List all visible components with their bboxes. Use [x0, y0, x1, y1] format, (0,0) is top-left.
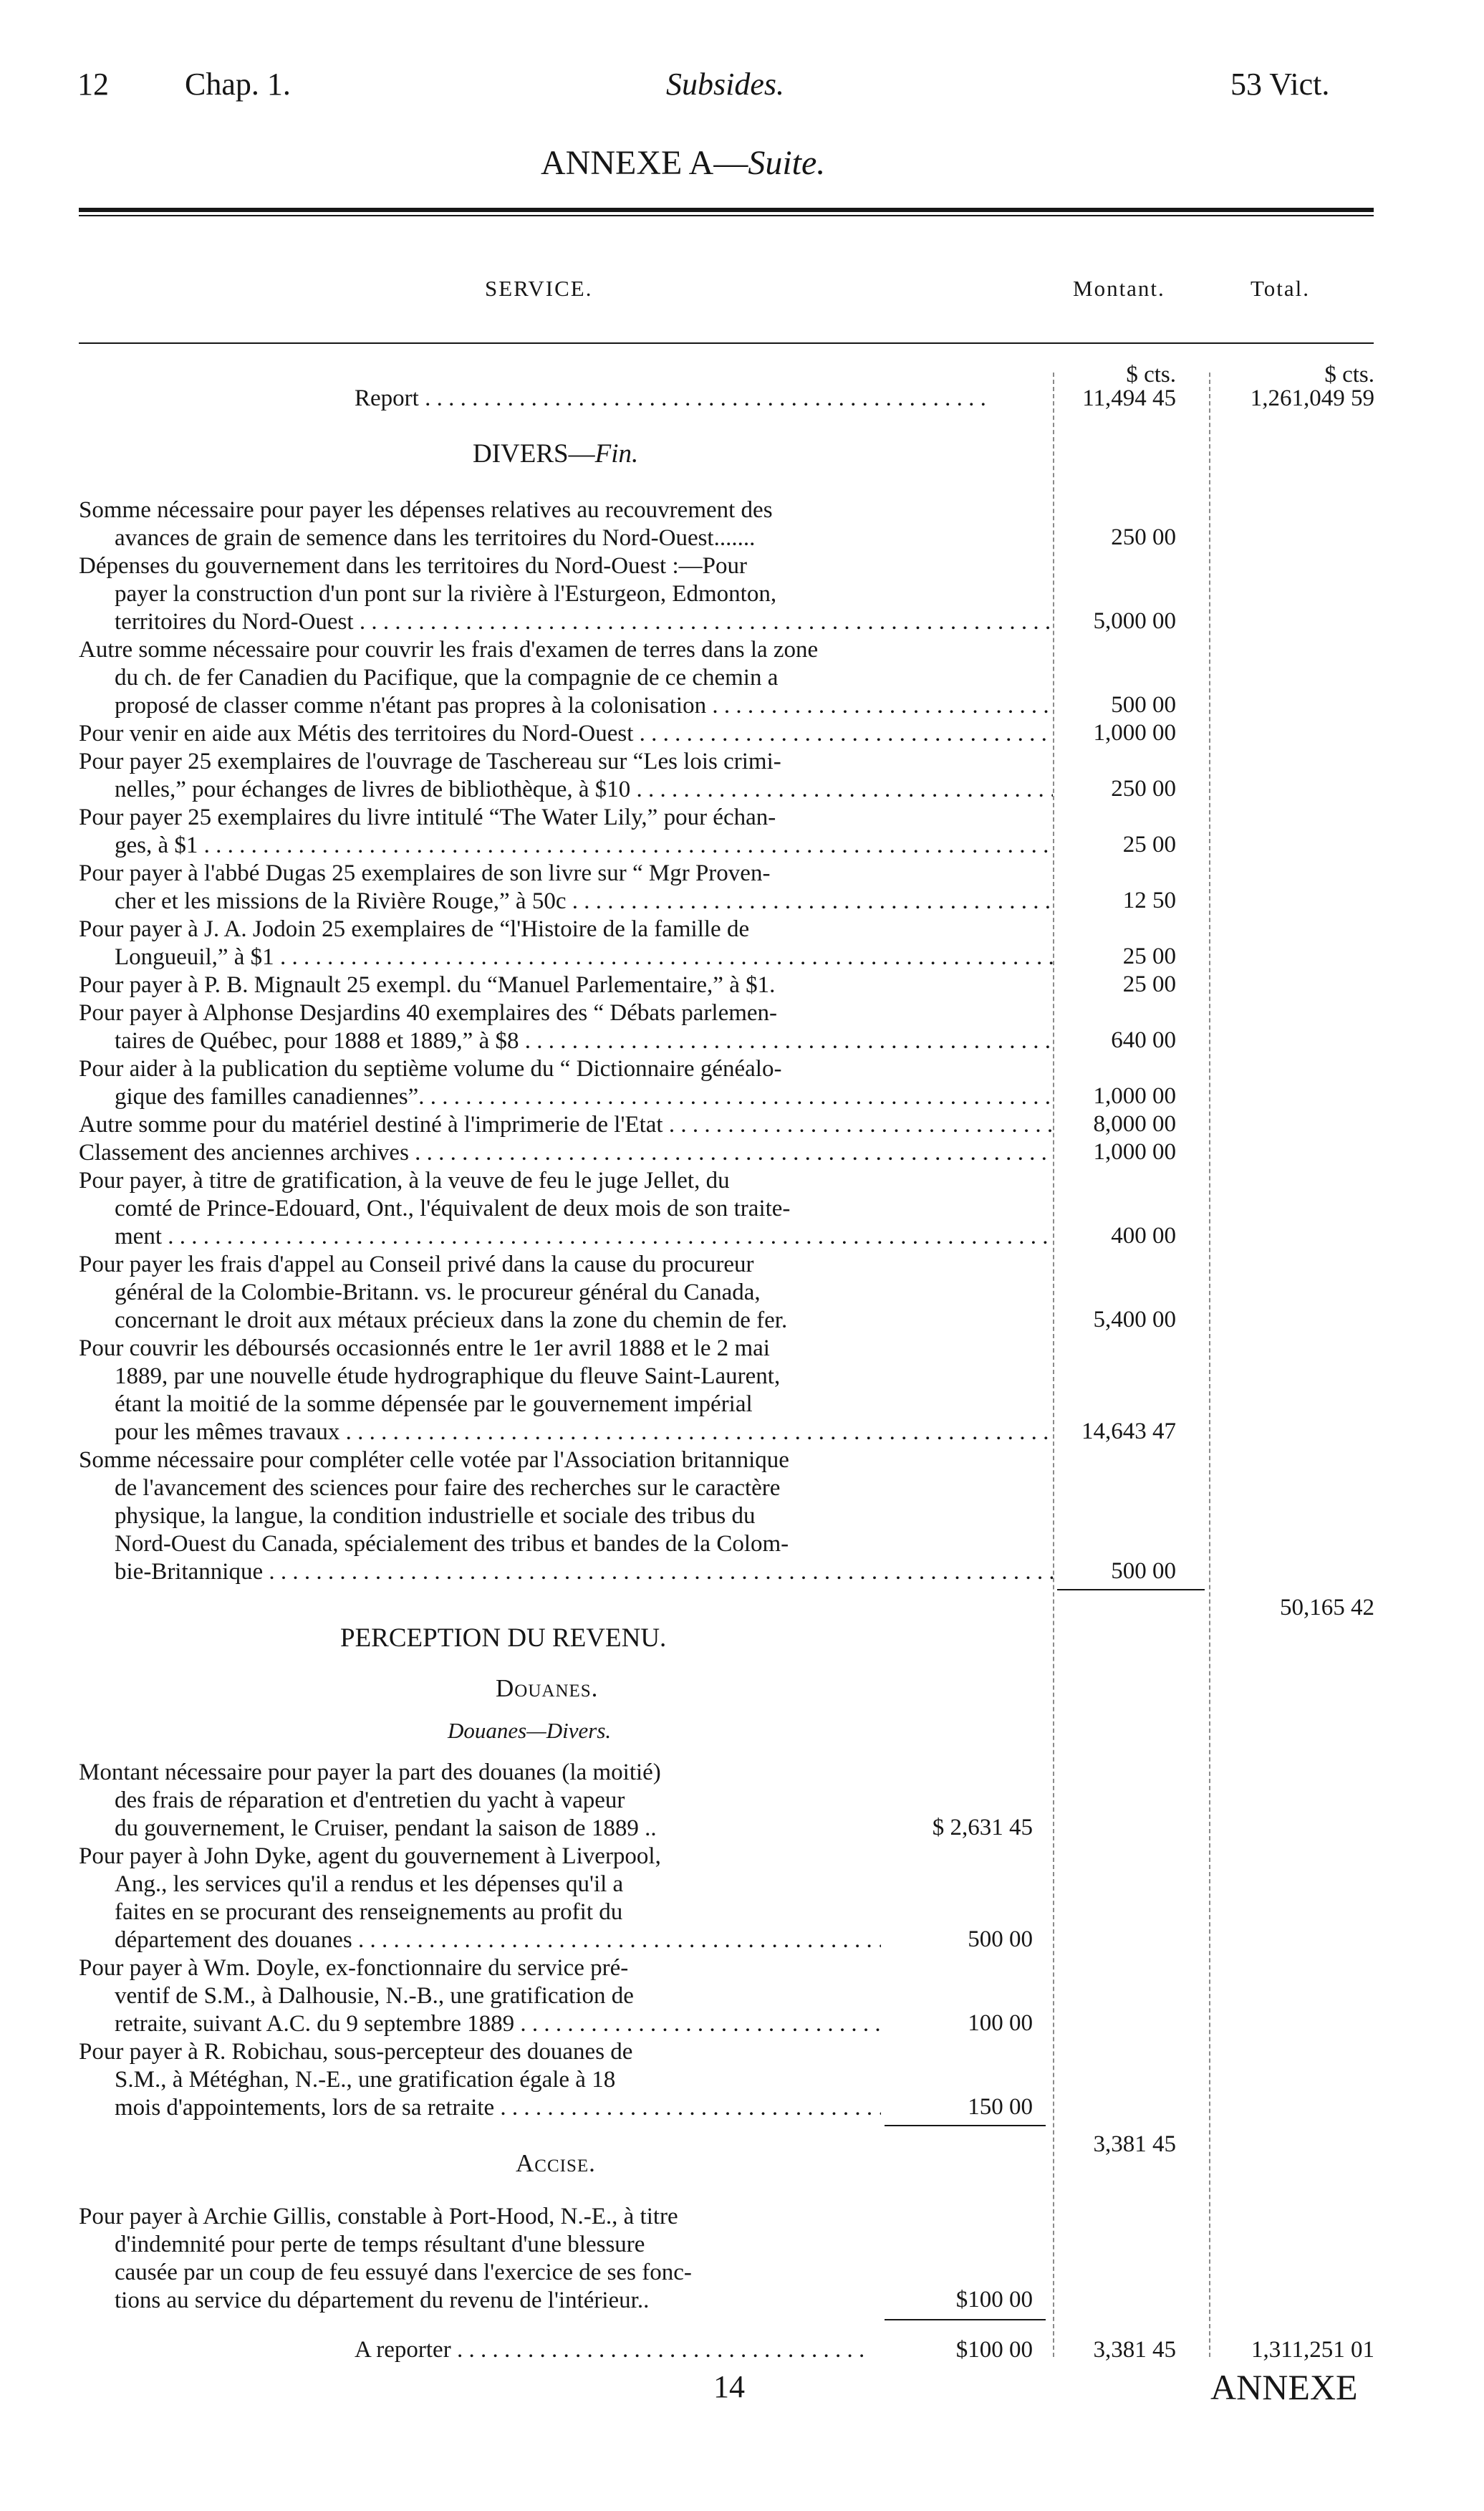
text-line: Pour payer, à titre de gratification, à la veuve de feu le juge Jellet, du [79, 1168, 730, 1194]
divers-entry-4 [79, 720, 1053, 748]
text-line: A reporter [355, 2337, 451, 2363]
text-line: Pour payer à P. B. Mignault 25 exempl. du “Manuel Parlementaire,” à $1. [79, 972, 776, 998]
divers-amount-14: 400 00 [1111, 1223, 1176, 1249]
douanes-amount-3: 100 00 [968, 2010, 1033, 2036]
section-perception-title: PERCEPTION DU REVENU. [340, 1623, 667, 1653]
running-title: Subsides. [666, 67, 784, 102]
carry-forward-total: 1,311,251 01 [1251, 2337, 1374, 2363]
text-line: Pour payer à R. Robichau, sous-percepteur des douanes de [79, 2039, 633, 2065]
text-line: concernant le droit aux métaux précieux dans la zone du chemin de fer. [115, 1307, 788, 1333]
divers-amount-13: 1,000 00 [1093, 1139, 1176, 1165]
text-line: Pour payer à Archie Gillis, constable à Port-Hood, N.-E., à titre [79, 2204, 678, 2229]
column-head-rule [79, 342, 1374, 344]
text-line: avances de grain de semence dans les territoires du Nord-Ouest....... [115, 525, 756, 551]
text-line: Ang., les services qu'il a rendus et les dépenses qu'il a [115, 1871, 624, 1897]
text-line: Report [355, 385, 419, 411]
text-line: Pour venir en aide aux Métis des territoires du Nord-Ouest . . . [79, 720, 1053, 748]
divers-amount-15: 5,400 00 [1093, 1307, 1176, 1333]
text-line: Pour couvrir les déboursés occasionnés entre le 1er avril 1888 et le 2 mai [79, 1335, 770, 1361]
text-line: Somme nécessaire pour compléter celle votée par l'Association britannique [79, 1447, 789, 1473]
text-line: ment . . . [79, 1223, 1053, 1251]
text-line: d'indemnité pour perte de temps résultant d'une blessure [115, 2232, 645, 2257]
text-line: Somme nécessaire pour payer les dépenses relatives au recouvrement des [79, 497, 773, 523]
divers-entry-12 [79, 1111, 1053, 1139]
divers-entry-11 [79, 1055, 1053, 1111]
divers-amount-5: 250 00 [1111, 776, 1176, 802]
divers-amount-16: 14,643 47 [1081, 1418, 1176, 1444]
text-line: du ch. de fer Canadien du Pacifique, que la compagnie de ce chemin a [115, 665, 779, 691]
text-line: département des douanes . . . [79, 1926, 881, 1954]
divers-entry-9 [79, 971, 1053, 999]
text-line: pour les mêmes travaux . . . [79, 1418, 1053, 1446]
carry-forward-montant: 3,381 45 [1093, 2337, 1176, 2363]
subsection-accise: Accise. [516, 2149, 596, 2177]
chapter-label: Chap. 1. [185, 67, 291, 102]
report-montant: 11,494 45 [1082, 385, 1176, 411]
text-line: Pour payer à John Dyke, agent du gouvernement à Liverpool, [79, 1843, 661, 1869]
text-line: territoires du Nord-Ouest . . . [79, 608, 1053, 636]
douanes-amount-2: 500 00 [968, 1926, 1033, 1952]
text-line: Pour payer 25 exemplaires du livre intitulé “The Water Lily,” pour échan- [79, 805, 776, 830]
subsection-douanes: Douanes. [496, 1674, 599, 1702]
text-line: Pour payer à Alphonse Desjardins 40 exemplaires des “ Débats parlemen- [79, 1000, 778, 1026]
text-line: cher et les missions de la Rivière Rouge,” à 50c . . . [79, 888, 1053, 916]
divers-entry-5 [79, 748, 1053, 804]
text-line: Autre somme nécessaire pour couvrir les frais d'examen de terres dans la zone [79, 637, 819, 663]
text-line: bie-Britannique . . . [79, 1558, 1053, 1586]
header-double-rule [79, 208, 1374, 212]
text-line: S.M., à Météghan, N.-E., une gratification égale à 18 [115, 2067, 616, 2093]
text-line: ges, à $1 . . . [79, 832, 1053, 860]
douanes-amount-1: $ 2,631 45 [932, 1815, 1033, 1840]
text-line: ventif de S.M., à Dalhousie, N.-B., une gratification de [115, 1983, 634, 2009]
text-line: Pour aider à la publication du septième volume du “ Dictionnaire généalo- [79, 1056, 782, 1082]
carry-forward-label: A reporter . . . . . . . . . . . . . . . . . . . . . . . . . . . . . . . . . . . [355, 2337, 865, 2363]
divers-entry-14 [79, 1167, 1053, 1251]
text-line: DIVERS— [473, 439, 595, 469]
divers-amount-4: 1,000 00 [1093, 720, 1176, 746]
page-number: 12 [77, 67, 109, 102]
divers-amount-1: 250 00 [1111, 524, 1176, 550]
divers-entry-13 [79, 1139, 1053, 1167]
douanes-entry-2 [79, 1843, 881, 1954]
text-line: payer la construction d'un pont sur la rivière à l'Esturgeon, Edmonton, [115, 581, 777, 607]
douanes-entry-1 [79, 1759, 881, 1843]
text-line: tions au service du département du revenu de l'intérieur.. [115, 2287, 650, 2313]
text-line: étant la moitié de la somme dépensée par le gouvernement impérial [115, 1391, 753, 1417]
section-divers-title [473, 438, 638, 469]
catchword: ANNEXE [1210, 2367, 1358, 2407]
divers-amount-7: 12 50 [1122, 888, 1176, 913]
column-head-service: SERVICE. [485, 276, 593, 301]
douanes-amount-4: 150 00 [968, 2094, 1033, 2120]
text-line: du gouvernement, le Cruiser, pendant la saison de 1889 .. [115, 1815, 657, 1841]
text-line: 1889, par une nouvelle étude hydrographique du fleuve Saint-Laurent, [115, 1363, 781, 1389]
text-line: Longueuil,” à $1 . . . [79, 944, 1053, 971]
text-line: Autre somme pour du matériel destiné à l'imprimerie de l'Etat . . . [79, 1111, 1053, 1139]
divers-entry-7 [79, 860, 1053, 916]
text-line: Pour payer 25 exemplaires de l'ouvrage de Taschereau sur “Les lois crimi- [79, 749, 781, 774]
divers-amount-11: 1,000 00 [1093, 1083, 1176, 1109]
divers-entry-17 [79, 1446, 1053, 1586]
divers-amount-10: 640 00 [1111, 1027, 1176, 1053]
divers-entry-16 [79, 1335, 1053, 1446]
accise-amount-1: $100 00 [955, 2287, 1033, 2313]
column-head-total: Total. [1251, 276, 1311, 301]
douanes-entry-3 [79, 1954, 881, 2038]
douanes-sum-rule [885, 2125, 1046, 2126]
divers-amount-6: 25 00 [1122, 832, 1176, 858]
accise-entry-1 [79, 2203, 881, 2315]
divers-entry-3 [79, 636, 1053, 720]
divers-sum-rule [1057, 1589, 1205, 1590]
text-line: des frais de réparation et d'entretien du yacht à vapeur [115, 1787, 625, 1813]
text-line: général de la Colombie-Britann. vs. le procureur général du Canada, [115, 1279, 761, 1305]
divers-entry-6 [79, 804, 1053, 860]
divers-amount-2: 5,000 00 [1093, 608, 1176, 634]
text-line: Dépenses du gouvernement dans les territoires du Nord-Ouest :—Pour [79, 553, 747, 579]
divers-entry-10 [79, 999, 1053, 1055]
text-line: physique, la langue, la condition industrielle et sociale des tribus du [115, 1503, 756, 1529]
annex-title-main: ANNEXE A— [541, 144, 748, 182]
column-separator-montant [1053, 373, 1054, 2357]
text-line: Pour payer les frais d'appel au Conseil privé dans la cause du procureur [79, 1252, 754, 1277]
text-line: Montant nécessaire pour payer la part des douanes (la moitié) [79, 1759, 661, 1785]
text-line: proposé de classer comme n'étant pas propres à la colonisation . . . [79, 692, 1053, 720]
signature-number: 14 [713, 2369, 745, 2404]
text-line: nelles,” pour échanges de livres de bibliothèque, à $10 . . . [79, 776, 1053, 804]
column-head-montant: Montant. [1073, 276, 1165, 301]
text-line: Pour payer à Wm. Doyle, ex-fonctionnaire du service pré- [79, 1955, 629, 1981]
text-line: Classement des anciennes archives . . . [79, 1139, 1053, 1167]
report-total: 1,261,049 59 [1250, 385, 1374, 411]
divers-total: 50,165 42 [1280, 1595, 1374, 1621]
text-line: comté de Prince-Edouard, Ont., l'équivalent de deux mois de son traite- [115, 1196, 791, 1221]
accise-sum-rule [885, 2319, 1046, 2320]
divers-entry-1 [79, 496, 1053, 552]
column-separator-total [1209, 373, 1210, 2357]
divers-amount-3: 500 00 [1111, 692, 1176, 718]
divers-entry-15 [79, 1251, 1053, 1335]
text-line: gique des familles canadiennes”. . . . [79, 1083, 1053, 1111]
annex-title-suffix: Suite. [748, 144, 826, 182]
subsection-douanes-divers: Douanes—Divers. [448, 1718, 612, 1743]
report-label: Report . . . . . . . . . . . . . . . . . . . . . . . . . . . . . . . . . . . . . . . . . . . . . . . . [355, 385, 986, 411]
header-rule-thin [79, 215, 1374, 216]
regnal-year: 53 Vict. [1230, 67, 1330, 102]
divers-amount-9: 25 00 [1122, 971, 1176, 997]
text-line: faites en se procurant des renseignements au profit du [115, 1899, 623, 1925]
text-line: Nord-Ouest du Canada, spécialement des tribus et bandes de la Colom- [115, 1531, 789, 1557]
divers-amount-8: 25 00 [1122, 944, 1176, 969]
text-line: Pour payer à J. A. Jodoin 25 exemplaires de “l'Histoire de la famille de [79, 916, 750, 942]
divers-amount-12: 8,000 00 [1093, 1111, 1176, 1137]
divers-entry-2 [79, 552, 1053, 636]
total-units: $ cts. [1324, 362, 1374, 388]
montant-units: $ cts. [1126, 362, 1176, 388]
text-line: taires de Québec, pour 1888 et 1889,” à $8 . . . [79, 1027, 1053, 1055]
text-line: Fin. [594, 439, 639, 469]
divers-amount-17: 500 00 [1111, 1558, 1176, 1584]
divers-entry-8 [79, 916, 1053, 971]
annex-title [541, 143, 825, 183]
douanes-entry-4 [79, 2038, 881, 2122]
text-line: causée par un coup de feu essuyé dans l'exercice de ses fonc- [115, 2260, 692, 2285]
douanes-total: 3,381 45 [1093, 2131, 1176, 2157]
text-line: retraite, suivant A.C. du 9 septembre 1889 . . . [79, 2010, 881, 2038]
carry-forward-col1: $100 00 [955, 2337, 1033, 2363]
text-line: mois d'appointements, lors de sa retraite . . . [79, 2094, 881, 2122]
text-line: de l'avancement des sciences pour faire des recherches sur le caractère [115, 1475, 781, 1501]
text-line: Pour payer à l'abbé Dugas 25 exemplaires de son livre sur “ Mgr Proven- [79, 860, 771, 886]
